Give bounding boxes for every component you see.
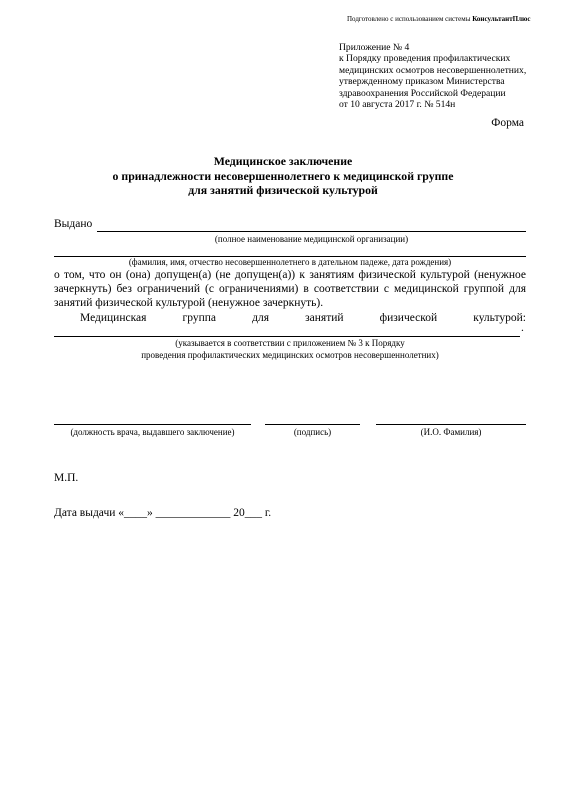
document-title — [0, 154, 566, 198]
title-line: для занятий физической культурой — [188, 183, 378, 197]
minor-details-caption: (фамилия, имя, отчество несовершеннолетнего в дательном падеже, дата рождения) — [128, 257, 452, 267]
caption-line: проведения профилактических медицинских осмотров несовершеннолетних) — [141, 349, 439, 360]
doctor-name-caption: (И.О. Фамилия) — [420, 427, 482, 437]
title-line: о принадлежности несовершеннолетнего к медицинской группе — [112, 168, 454, 183]
group-word: культурой: — [473, 312, 526, 324]
issue-date-field[interactable]: «____» _____________ 20___ г. — [115, 507, 272, 519]
appendix-line: медицинских осмотров несовершеннолетних, — [339, 64, 527, 76]
medical-group-caption — [54, 338, 526, 361]
doctor-position-field[interactable] — [54, 424, 251, 425]
admission-statement: о том, что он (она) допущен(а) (не допущен(а)) к занятиям физической культурой (ненужное зачеркнуть) без ограничений (с ограничениями) в соответствии с медицинской группой для занятий физической культурой (ненужное зачеркнуть). — [54, 269, 526, 310]
prepared-with-note — [347, 15, 530, 23]
issued-label: Выдано — [54, 218, 93, 230]
prepared-prefix: Подготовлено с использованием системы — [347, 15, 473, 23]
medical-group-line — [54, 311, 526, 325]
medical-group-field[interactable] — [54, 336, 520, 337]
caption-line: (указывается в соответствии с приложением № 3 к Порядку — [175, 338, 405, 348]
group-word: группа — [182, 312, 216, 324]
title-line: Медицинское заключение — [213, 154, 353, 168]
group-word: для — [252, 312, 269, 324]
doctor-position-caption: (должность врача, выдавшего заключение) — [70, 427, 235, 437]
organization-caption: (полное наименование медицинской организации) — [214, 234, 409, 244]
consultant-brand: КонсультантПлюс — [472, 15, 531, 23]
group-line-end: . — [521, 322, 524, 334]
group-word: занятий — [305, 312, 344, 324]
group-word: Медицинская — [80, 312, 147, 324]
signature-caption: (подпись) — [293, 427, 332, 437]
appendix-line: от 10 августа 2017 г. № 514н — [339, 99, 456, 111]
appendix-line: к Порядку проведения профилактических — [339, 53, 511, 65]
doctor-name-field[interactable] — [376, 424, 526, 425]
organization-field[interactable] — [97, 231, 526, 232]
group-word: физической — [379, 312, 438, 324]
signature-field[interactable] — [265, 424, 360, 425]
appendix-line: утвержденному приказом Министерства — [339, 76, 505, 88]
form-label: Форма — [491, 117, 524, 129]
issue-date-line — [54, 507, 271, 519]
issue-date-label: Дата выдачи — [54, 507, 116, 519]
stamp-place-label: М.П. — [54, 472, 79, 484]
appendix-line: здравоохранения Российской Федерации — [339, 87, 506, 99]
appendix-reference — [339, 42, 526, 110]
appendix-line: Приложение № 4 — [339, 42, 410, 53]
